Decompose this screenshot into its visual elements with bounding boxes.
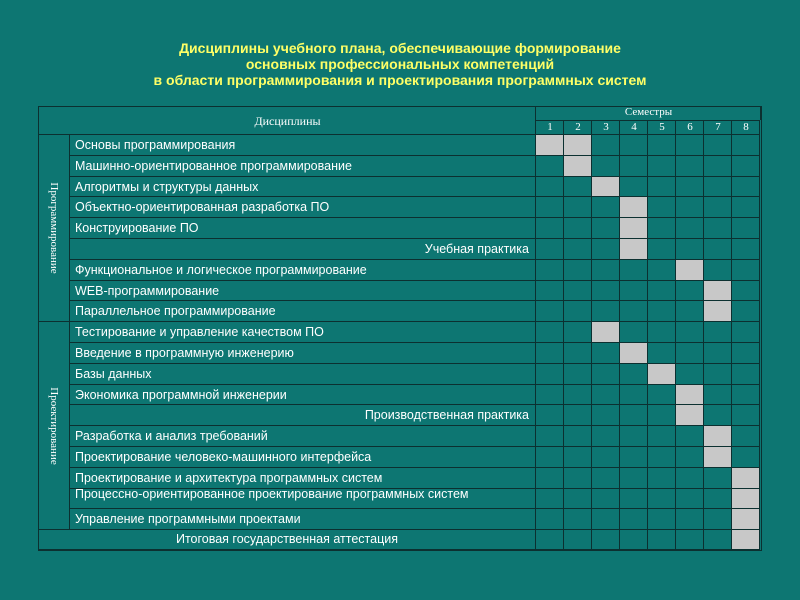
semester-cell xyxy=(620,426,648,447)
semester-cell xyxy=(676,343,704,364)
semester-cell xyxy=(620,135,648,156)
discipline-name: Машинно-ориентированное программирование xyxy=(70,156,536,177)
header-semesters: Семестры xyxy=(624,106,673,118)
semester-cell xyxy=(704,405,732,426)
semester-cell xyxy=(592,343,620,364)
semester-cell xyxy=(592,468,620,489)
discipline-name: Управление программными проектами xyxy=(70,509,536,530)
semester-cell xyxy=(592,156,620,177)
discipline-name: Параллельное программирование xyxy=(70,301,536,322)
semester-cell xyxy=(564,281,592,302)
semester-cell xyxy=(648,343,676,364)
header-disciplines-cell xyxy=(39,107,536,135)
semester-cell xyxy=(620,405,648,426)
semester-cell xyxy=(564,177,592,198)
semester-cell xyxy=(676,364,704,385)
semester-number-cell xyxy=(732,120,760,135)
semester-number: 3 xyxy=(603,121,609,133)
semester-cell xyxy=(620,364,648,385)
semester-cell xyxy=(592,281,620,302)
semester-number-cell xyxy=(536,120,564,135)
semester-cell xyxy=(592,405,620,426)
semester-mark xyxy=(620,197,648,218)
semester-cell xyxy=(620,530,648,550)
header-semesters-cell xyxy=(536,107,761,120)
semester-mark xyxy=(620,239,648,260)
semester-cell xyxy=(536,468,564,489)
semester-cell xyxy=(676,468,704,489)
semester-number-cell xyxy=(648,120,676,135)
discipline-name: Проектирование и архитектура программных систем xyxy=(70,468,536,489)
semester-cell xyxy=(648,156,676,177)
semester-cell xyxy=(536,301,564,322)
semester-cell xyxy=(536,197,564,218)
semester-cell xyxy=(648,239,676,260)
semester-mark xyxy=(676,405,704,426)
discipline-name: Функциональное и логическое программирование xyxy=(70,260,536,281)
semester-cell xyxy=(648,405,676,426)
semester-cell xyxy=(648,177,676,198)
semester-cell xyxy=(564,197,592,218)
semester-mark xyxy=(732,468,760,489)
semester-cell xyxy=(732,135,760,156)
semester-number-cell xyxy=(620,120,648,135)
discipline-name: Проектирование человеко-машинного интерфейса xyxy=(70,447,536,468)
semester-cell xyxy=(648,447,676,468)
semester-cell xyxy=(564,405,592,426)
semester-cell xyxy=(648,218,676,239)
group-2-cell xyxy=(39,322,70,530)
semester-mark xyxy=(704,426,732,447)
discipline-name: WEB-программирование xyxy=(70,281,536,302)
semester-number: 2 xyxy=(575,121,581,133)
semester-cell xyxy=(592,135,620,156)
semester-cell xyxy=(564,468,592,489)
semester-cell xyxy=(536,509,564,530)
semester-cell xyxy=(536,322,564,343)
semester-mark xyxy=(676,385,704,406)
semester-cell xyxy=(732,177,760,198)
semester-mark xyxy=(592,177,620,198)
discipline-name: Тестирование и управление качеством ПО xyxy=(70,322,536,343)
semester-cell xyxy=(620,260,648,281)
semester-cell xyxy=(536,218,564,239)
semester-number-cell xyxy=(704,120,732,135)
semester-cell xyxy=(536,405,564,426)
semester-cell xyxy=(536,156,564,177)
semester-cell xyxy=(564,218,592,239)
semester-cell xyxy=(732,447,760,468)
semester-cell xyxy=(732,239,760,260)
semester-cell xyxy=(620,322,648,343)
discipline-name: Процессно-ориентированное проектирование программных систем xyxy=(70,489,536,510)
semester-cell xyxy=(592,301,620,322)
discipline-name: Основы программирования xyxy=(70,135,536,156)
semester-cell xyxy=(676,530,704,550)
semester-cell xyxy=(648,489,676,510)
semester-cell xyxy=(732,218,760,239)
semester-cell xyxy=(676,177,704,198)
semester-cell xyxy=(592,509,620,530)
semester-cell xyxy=(536,530,564,550)
title-line-1: Дисциплины учебного плана, обеспечивающие формирование xyxy=(179,40,621,56)
semester-cell xyxy=(648,301,676,322)
semester-cell xyxy=(704,177,732,198)
semester-cell xyxy=(732,343,760,364)
semester-cell xyxy=(704,343,732,364)
semester-cell xyxy=(620,385,648,406)
semester-cell xyxy=(620,447,648,468)
semester-mark xyxy=(592,322,620,343)
semester-cell xyxy=(704,197,732,218)
semester-cell xyxy=(704,156,732,177)
semester-cell xyxy=(648,260,676,281)
semester-cell xyxy=(676,489,704,510)
semester-number: 5 xyxy=(659,121,665,133)
final-attestation: Итоговая государственная аттестация xyxy=(39,530,536,550)
semester-cell xyxy=(564,301,592,322)
semester-cell xyxy=(732,156,760,177)
semester-cell xyxy=(732,364,760,385)
semester-cell xyxy=(704,385,732,406)
semester-cell xyxy=(676,197,704,218)
semester-cell xyxy=(536,385,564,406)
semester-cell xyxy=(732,301,760,322)
semester-number: 1 xyxy=(547,121,553,133)
semester-cell xyxy=(592,426,620,447)
semester-number: 8 xyxy=(743,121,749,133)
title-line-2: основных профессиональных компетенций xyxy=(245,56,555,72)
curriculum-table xyxy=(38,106,762,551)
semester-number-cell xyxy=(564,120,592,135)
semester-cell xyxy=(648,135,676,156)
semester-cell xyxy=(536,343,564,364)
semester-mark xyxy=(704,447,732,468)
semester-mark xyxy=(704,281,732,302)
semester-cell xyxy=(564,530,592,550)
semester-mark xyxy=(732,489,760,510)
discipline-name: Разработка и анализ требований xyxy=(70,426,536,447)
semester-cell xyxy=(704,218,732,239)
semester-mark xyxy=(704,301,732,322)
semester-cell xyxy=(592,239,620,260)
semester-mark xyxy=(536,135,564,156)
semester-cell xyxy=(732,385,760,406)
group-label: Программирование xyxy=(48,182,60,274)
semester-cell xyxy=(704,364,732,385)
semester-mark xyxy=(732,530,760,550)
semester-cell xyxy=(620,301,648,322)
semester-number-cell xyxy=(592,120,620,135)
semester-cell xyxy=(648,468,676,489)
semester-cell xyxy=(676,135,704,156)
semester-cell xyxy=(732,405,760,426)
semester-cell xyxy=(648,197,676,218)
semester-cell xyxy=(676,281,704,302)
semester-cell xyxy=(564,343,592,364)
semester-cell xyxy=(536,447,564,468)
semester-cell xyxy=(564,239,592,260)
semester-mark xyxy=(676,260,704,281)
semester-cell xyxy=(536,489,564,510)
semester-number-cell xyxy=(676,120,704,135)
semester-cell xyxy=(620,156,648,177)
semester-mark xyxy=(732,509,760,530)
semester-cell xyxy=(704,468,732,489)
semester-cell xyxy=(536,177,564,198)
semester-cell xyxy=(732,260,760,281)
discipline-name: Конструирование ПО xyxy=(70,218,536,239)
semester-cell xyxy=(704,260,732,281)
group-label: Проектирование xyxy=(48,386,60,465)
semester-cell xyxy=(704,322,732,343)
semester-cell xyxy=(648,509,676,530)
discipline-name: Базы данных xyxy=(70,364,536,385)
semester-cell xyxy=(620,509,648,530)
header-disciplines: Дисциплины xyxy=(254,114,321,128)
semester-mark xyxy=(564,156,592,177)
semester-cell xyxy=(564,260,592,281)
semester-cell xyxy=(648,281,676,302)
semester-cell xyxy=(732,281,760,302)
semester-cell xyxy=(564,489,592,510)
semester-cell xyxy=(564,385,592,406)
semester-cell xyxy=(564,426,592,447)
semester-cell xyxy=(620,489,648,510)
semester-cell xyxy=(620,177,648,198)
semester-cell xyxy=(676,156,704,177)
semester-cell xyxy=(676,426,704,447)
discipline-name: Алгоритмы и структуры данных xyxy=(70,177,536,198)
semester-cell xyxy=(704,135,732,156)
group-1-cell xyxy=(39,135,70,322)
semester-number: 7 xyxy=(715,121,721,133)
slide-title xyxy=(0,40,800,88)
semester-mark xyxy=(564,135,592,156)
discipline-name: Экономика программной инженерии xyxy=(70,385,536,406)
semester-cell xyxy=(592,364,620,385)
semester-cell xyxy=(564,447,592,468)
semester-cell xyxy=(648,426,676,447)
semester-cell xyxy=(648,530,676,550)
semester-cell xyxy=(536,364,564,385)
semester-cell xyxy=(564,364,592,385)
semester-cell xyxy=(620,281,648,302)
semester-cell xyxy=(648,385,676,406)
semester-cell xyxy=(536,426,564,447)
semester-cell xyxy=(704,239,732,260)
discipline-name: Учебная практика xyxy=(70,239,536,260)
semester-cell xyxy=(592,218,620,239)
semester-cell xyxy=(676,322,704,343)
semester-cell xyxy=(732,197,760,218)
semester-cell xyxy=(648,322,676,343)
semester-number: 4 xyxy=(631,121,637,133)
semester-mark xyxy=(648,364,676,385)
semester-cell xyxy=(704,489,732,510)
semester-cell xyxy=(732,322,760,343)
semester-cell xyxy=(592,385,620,406)
semester-cell xyxy=(536,239,564,260)
semester-cell xyxy=(704,509,732,530)
discipline-name: Объектно-ориентированная разработка ПО xyxy=(70,197,536,218)
semester-cell xyxy=(732,426,760,447)
semester-cell xyxy=(676,301,704,322)
semester-cell xyxy=(592,530,620,550)
semester-number: 6 xyxy=(687,121,693,133)
semester-cell xyxy=(536,260,564,281)
semester-cell xyxy=(536,281,564,302)
semester-cell xyxy=(564,322,592,343)
semester-mark xyxy=(620,218,648,239)
semester-cell xyxy=(592,260,620,281)
semester-cell xyxy=(592,447,620,468)
title-line-3: в области программирования и проектирования программных систем xyxy=(153,72,647,88)
semester-cell xyxy=(704,530,732,550)
semester-cell xyxy=(620,468,648,489)
semester-cell xyxy=(676,509,704,530)
semester-cell xyxy=(592,489,620,510)
semester-cell xyxy=(676,447,704,468)
semester-cell xyxy=(564,509,592,530)
discipline-name: Введение в программную инженерию xyxy=(70,343,536,364)
semester-cell xyxy=(676,239,704,260)
semester-cell xyxy=(592,197,620,218)
discipline-name: Производственная практика xyxy=(70,405,536,426)
semester-cell xyxy=(676,218,704,239)
semester-mark xyxy=(620,343,648,364)
